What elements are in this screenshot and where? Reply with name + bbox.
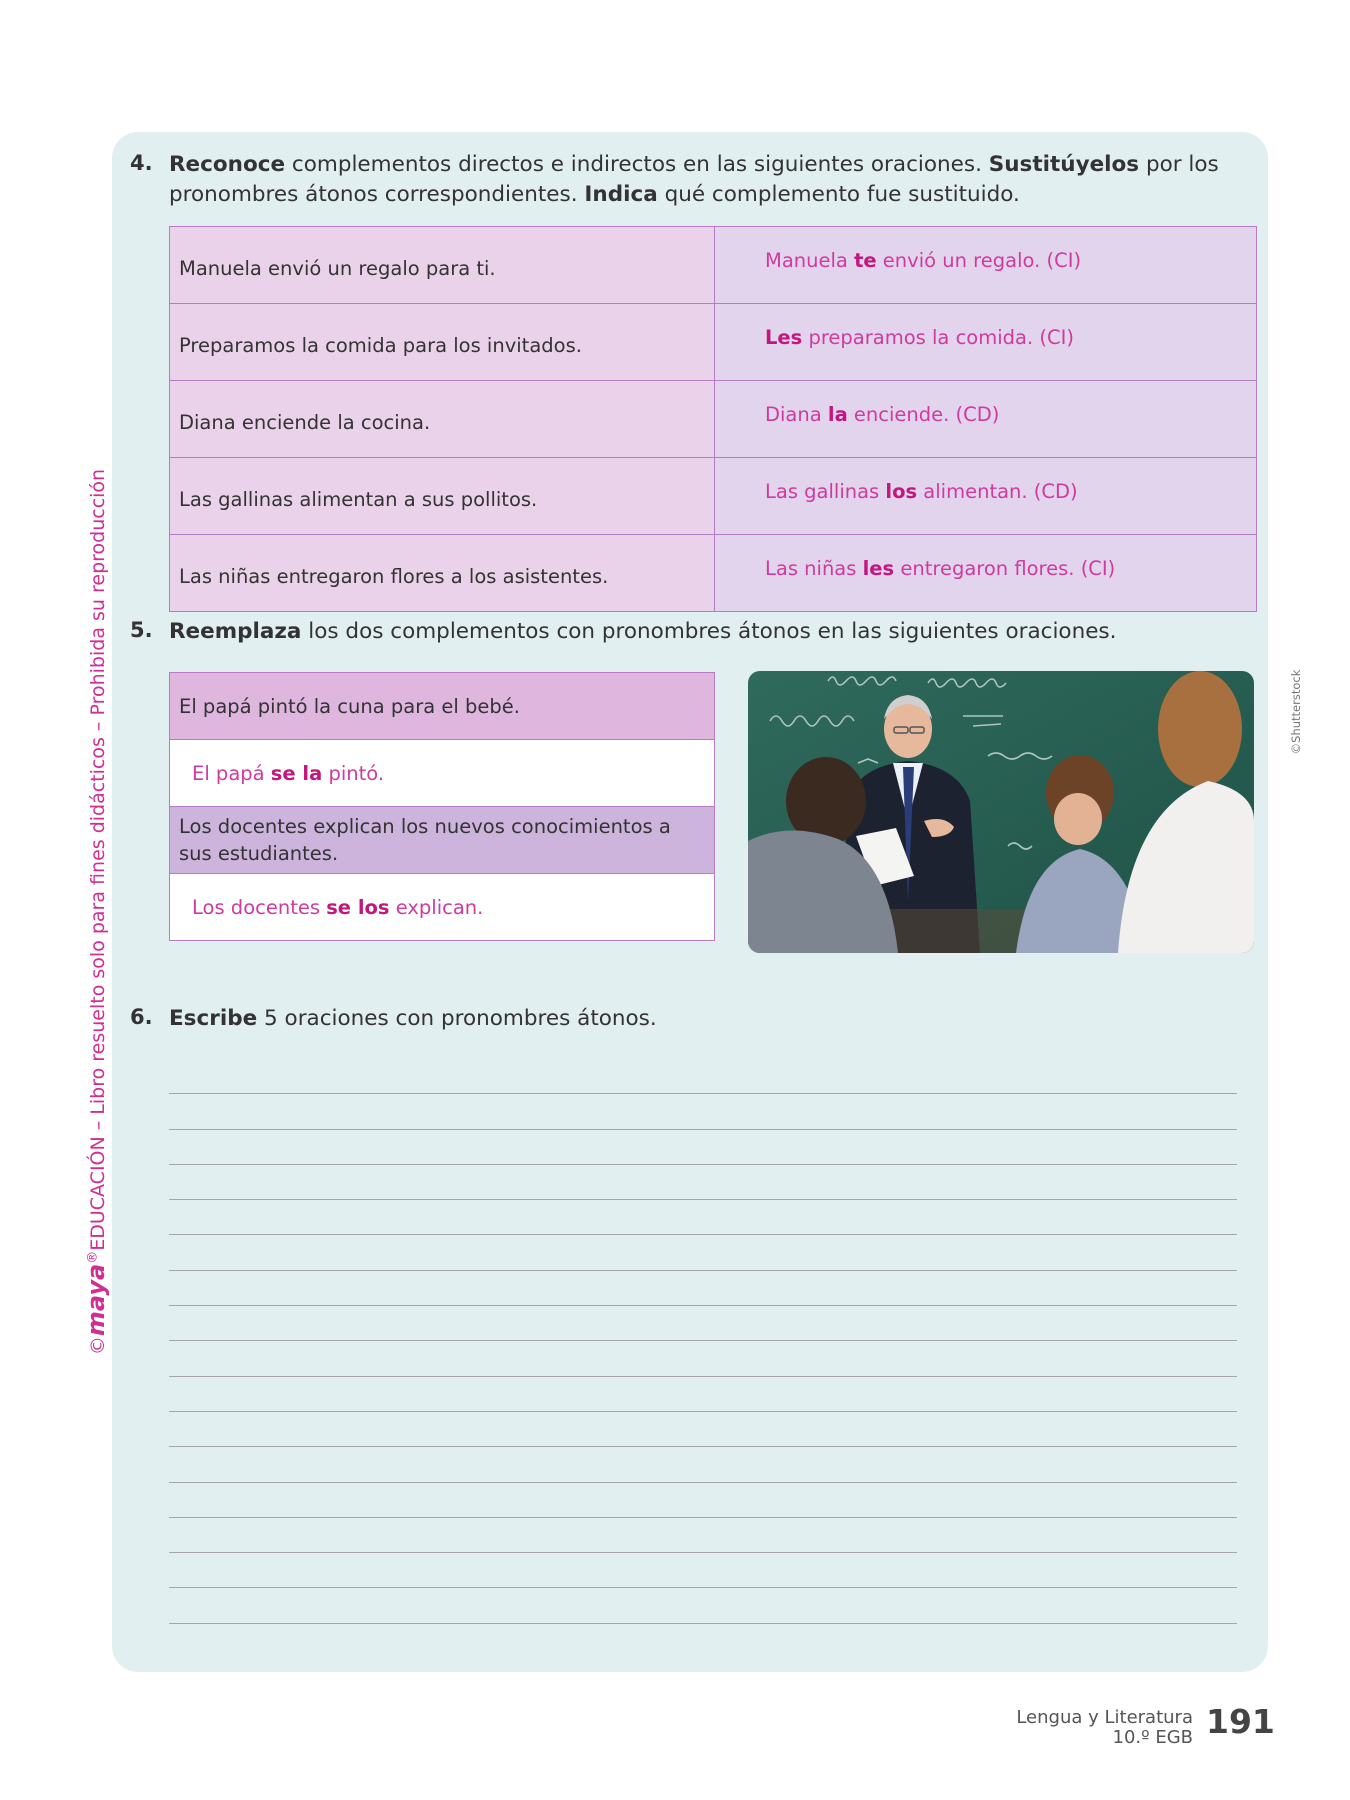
q6-number: 6. — [130, 1005, 153, 1029]
footer-subject: Lengua y Literatura 10.º EGB — [1016, 1707, 1193, 1748]
table-row — [170, 535, 1257, 612]
q5-answer-1: El papá se la pintó. — [170, 740, 715, 807]
q5-table — [169, 672, 715, 941]
writing-line[interactable] — [169, 1518, 1237, 1553]
q5-instruction: Reemplaza los dos complementos con pronombres átonos en las siguientes oraciones. — [169, 619, 1117, 644]
q5-answer-2: Los docentes se los explican. — [170, 874, 715, 941]
writing-line[interactable] — [169, 1200, 1237, 1235]
writing-line[interactable] — [169, 1588, 1237, 1623]
table-row — [170, 227, 1257, 304]
writing-line[interactable] — [169, 1271, 1237, 1306]
writing-line[interactable] — [169, 1553, 1237, 1588]
table-row — [170, 304, 1257, 381]
writing-line[interactable] — [169, 1447, 1237, 1482]
copyright-band: ©maya®EDUCACIÓN – Libro resuelto solo para fines didácticos – Prohibida su reproducción — [82, 468, 110, 1356]
writing-lines[interactable] — [169, 1059, 1237, 1624]
q5-prompt-2: Los docentes explican los nuevos conocimientos a sus estudiantes. — [170, 807, 715, 874]
sentence-cell: Las gallinas alimentan a sus pollitos. — [170, 458, 715, 535]
q4-number: 4. — [130, 151, 153, 175]
sentence-cell: Diana enciende la cocina. — [170, 381, 715, 458]
image-credit: ©Shutterstock — [1289, 669, 1303, 755]
table-row — [170, 458, 1257, 535]
q5-prompt-1: El papá pintó la cuna para el bebé. — [170, 673, 715, 740]
answer-cell: Diana la enciende. (CD) — [715, 381, 1257, 458]
writing-line[interactable] — [169, 1483, 1237, 1518]
writing-line[interactable] — [169, 1377, 1237, 1412]
sentence-cell: Preparamos la comida para los invitados. — [170, 304, 715, 381]
sentence-cell: Las niñas entregaron flores a los asistentes. — [170, 535, 715, 612]
answer-cell: Manuela te envió un regalo. (CI) — [715, 227, 1257, 304]
answer-cell: Las niñas les entregaron flores. (CI) — [715, 535, 1257, 612]
writing-line[interactable] — [169, 1130, 1237, 1165]
q5-number: 5. — [130, 618, 153, 642]
answer-cell: Las gallinas los alimentan. (CD) — [715, 458, 1257, 535]
answer-cell: Les preparamos la comida. (CI) — [715, 304, 1257, 381]
brand-logo: maya — [82, 1263, 110, 1337]
q4-instruction: Reconoce complementos directos e indirectos en las siguientes oraciones. Sustitúyelos por los pronombres átonos correspondientes. Indica qué complemento fue sustituido. — [169, 152, 1219, 207]
writing-line[interactable] — [169, 1165, 1237, 1200]
page-number: 191 — [1206, 1702, 1275, 1741]
q4-table — [169, 226, 1257, 612]
writing-line[interactable] — [169, 1235, 1237, 1270]
sentence-cell: Manuela envió un regalo para ti. — [170, 227, 715, 304]
writing-line[interactable] — [169, 1059, 1237, 1094]
writing-line[interactable] — [169, 1306, 1237, 1341]
writing-line[interactable] — [169, 1341, 1237, 1376]
table-row — [170, 381, 1257, 458]
writing-line[interactable] — [169, 1094, 1237, 1129]
classroom-photo — [748, 671, 1254, 953]
q6-instruction: Escribe 5 oraciones con pronombres átonos. — [169, 1006, 657, 1031]
writing-line[interactable] — [169, 1412, 1237, 1447]
